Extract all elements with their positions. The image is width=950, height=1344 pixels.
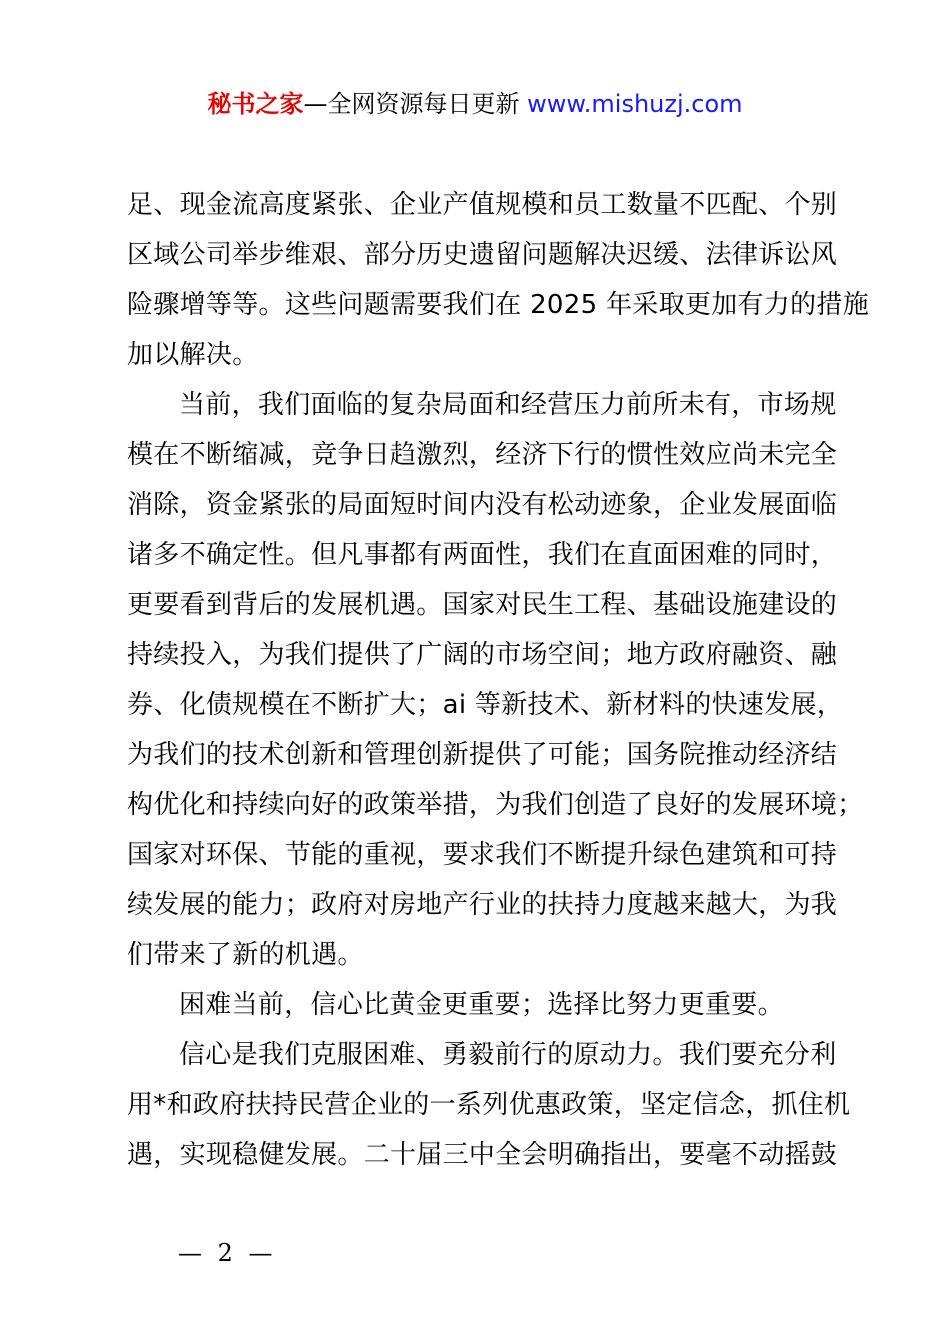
text-line: 用*和政府扶持民营企业的一系列优惠政策，坚定信念，抓住机 xyxy=(127,1090,851,1120)
brand-name: 秘书之家 xyxy=(207,90,304,118)
site-url-link[interactable]: www.mishuzj.com xyxy=(527,90,743,118)
text-line: 险骤增等等。这些问题需要我们在 2025 年采取更加有力的措施 xyxy=(127,290,869,320)
text-line: 区域公司举步维艰、部分历史遗留问题解决迟缓、法律诉讼风 xyxy=(127,240,838,270)
paragraph-first-line: 当前，我们面临的复杂局面和经营压力前所未有，市场规 xyxy=(179,390,837,420)
page-number: — 2 — xyxy=(178,1239,277,1267)
text-line: 遇，实现稳健发展。二十届三中全会明确指出，要毫不动摇鼓 xyxy=(127,1140,838,1170)
text-line: 构优化和持续向好的政策举措，为我们创造了良好的发展环境； xyxy=(127,790,864,820)
text-line: 模在不断缩减，竞争日趋激烈，经济下行的惯性效应尚未完全 xyxy=(127,440,838,470)
text-line: 为我们的技术创新和管理创新提供了可能；国务院推动经济结 xyxy=(127,740,838,770)
text-line: 国家对环保、节能的重视，要求我们不断提升绿色建筑和可持 xyxy=(127,840,838,870)
text-line: 加以解决。 xyxy=(127,340,259,370)
text-line: 消除，资金紧张的局面短时间内没有松动迹象，企业发展面临 xyxy=(127,490,838,520)
text-line: 持续投入，为我们提供了广阔的市场空间；地方政府融资、融 xyxy=(127,640,838,670)
text-line: 足、现金流高度紧张、企业产值规模和员工数量不匹配、个别 xyxy=(127,190,838,220)
document-body xyxy=(127,180,869,1180)
paragraph-first-line: 困难当前，信心比黄金更重要；选择比努力更重要。 xyxy=(179,990,784,1020)
page-header xyxy=(0,86,950,122)
text-line: 券、化债规模在不断扩大；ai 等新技术、新材料的快速发展， xyxy=(127,690,844,720)
paragraph-first-line: 信心是我们克服困难、勇毅前行的原动力。我们要充分利 xyxy=(179,1040,837,1070)
text-line: 更要看到背后的发展机遇。国家对民生工程、基础设施建设的 xyxy=(127,590,838,620)
text-line: 续发展的能力；政府对房地产行业的扶持力度越来越大，为我 xyxy=(127,890,838,920)
header-tagline: —全网资源每日更新 xyxy=(303,90,520,118)
text-line: 诸多不确定性。但凡事都有两面性，我们在直面困难的同时， xyxy=(127,540,838,570)
text-line: 们带来了新的机遇。 xyxy=(127,940,364,970)
